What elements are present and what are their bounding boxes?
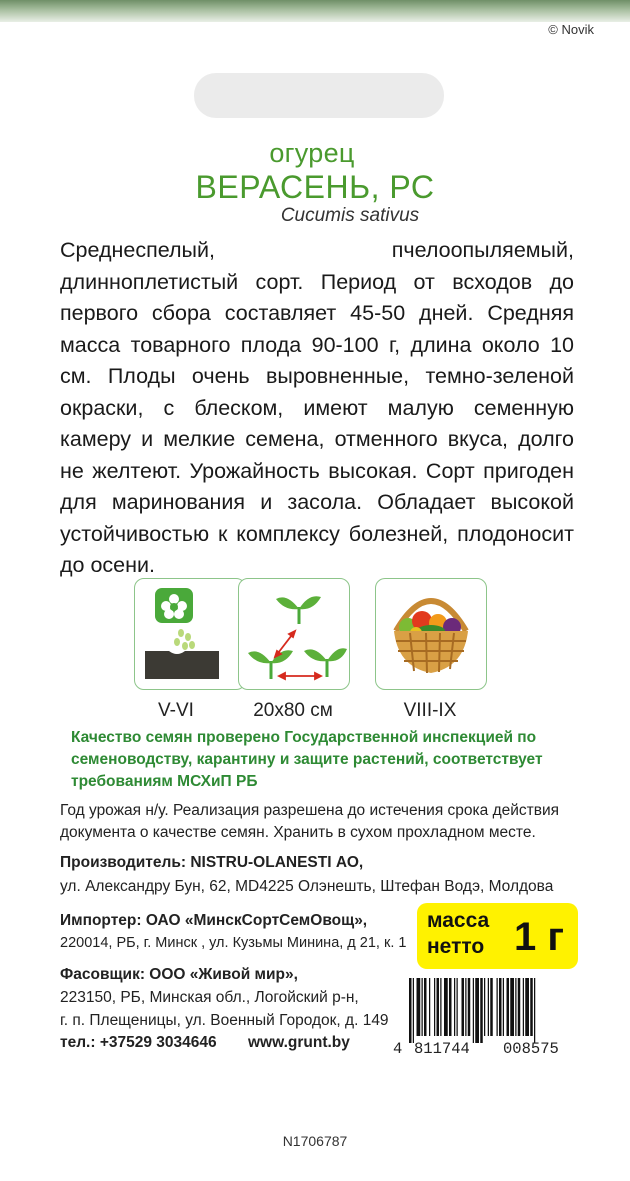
top-photo-band: [0, 0, 630, 22]
importer-address: 220014, РБ, г. Минск , ул. Кузьмы Минина, д 21, к. 1: [60, 935, 407, 951]
sowing-icon: [134, 578, 246, 690]
barcode-bar: [507, 978, 510, 1036]
barcode: [405, 978, 583, 1043]
barcode-bar: [429, 978, 430, 1036]
planting-scheme-icon: [238, 578, 350, 690]
barcode-bar: [457, 978, 458, 1036]
barcode-bar: [503, 978, 504, 1036]
barcode-bar: [490, 978, 493, 1036]
barcode-digits-right: 008575: [503, 1040, 559, 1058]
packer-label: Фасовщик: ООО «Живой мир»,: [60, 966, 298, 983]
barcode-bar: [454, 978, 455, 1036]
product-name: ВЕРАСЕНЬ, РС: [195, 169, 435, 205]
barcode-bar: [468, 978, 471, 1036]
harvest-basket-icon: [375, 578, 487, 690]
barcode-bar: [499, 978, 502, 1036]
website: www.grunt.by: [248, 1034, 350, 1051]
barcode-bar: [518, 978, 521, 1036]
net-mass-badge: [417, 903, 578, 969]
barcode-bar: [434, 978, 435, 1036]
barcode-bar: [444, 978, 448, 1036]
barcode-bar: [510, 978, 514, 1036]
barcode-bar: [440, 978, 441, 1036]
net-mass-label-line1: масса: [427, 909, 490, 932]
barcode-bar: [480, 978, 483, 1043]
harvest-label: VIII-IX: [403, 700, 457, 721]
barcode-bar: [497, 978, 498, 1036]
planting-scheme-label: 20х80 см: [253, 700, 333, 721]
quality-note: Качество семян проверено Государственной инспекцией по семеноводству, карантину и защите растений, соответствует требованиям МСХиП РБ: [71, 729, 543, 790]
title-block: [0, 137, 630, 227]
barcode-bar: [515, 978, 516, 1036]
sowing-label: V-VI: [158, 700, 194, 721]
barcode-bar: [417, 978, 421, 1036]
barcode-bar: [475, 978, 479, 1043]
net-mass-label: [427, 908, 489, 960]
barcode-bar: [484, 978, 485, 1036]
barcode-bar: [488, 978, 489, 1036]
phone: тел.: +37529 3034646: [60, 1034, 217, 1051]
barcode-bar: [409, 978, 412, 1043]
product-type: огурец: [269, 138, 355, 168]
net-mass-value: 1 г: [513, 915, 564, 959]
barcode-digit-first: 4: [393, 1040, 403, 1058]
barcode-bar: [437, 978, 440, 1036]
description: Среднеспелый, пчелоопыляемый, длинноплетистый сорт. Период от всходов до первого сбора составляет 45-50 дней. Средняя масса товарного плода 90-100 г, длина около 10 см. Плоды очень выровненные, темно-зеленой окраски, с блеском, имеют малую семенную камеру и мелкие семена, отменного вкуса, долго не желтеют. Урожайность высокая. Сорт пригоден для маринования и засола. Обладает высокой устойчивостью к комплексу болезней, плодоносит до осени.: [60, 238, 574, 577]
barcode-bar: [449, 978, 452, 1036]
copyright: © Novik: [548, 22, 594, 37]
importer-label: Импортер: ОАО «МинскСортСемОвощ»,: [60, 912, 368, 929]
product-code: N1706787: [282, 1133, 348, 1149]
packer-address-1: 223150, РБ, Минская обл., Логойский р-н,: [60, 989, 359, 1006]
packer-address-2: г. п. Плещеницы, ул. Военный Городок, д. 149: [60, 1012, 389, 1029]
barcode-bar: [462, 978, 465, 1036]
producer-address: ул. Александру Бун, 62, MD4225 Олэнешть, Штефан Водэ, Молдова: [60, 878, 554, 895]
barcode-bar: [534, 978, 535, 1043]
barcode-bar: [413, 978, 414, 1043]
barcode-bar: [525, 978, 529, 1036]
barcode-bar: [530, 978, 533, 1036]
barcode-bar: [473, 978, 474, 1043]
label-pill: [194, 73, 444, 118]
barcode-digits-left: 811744: [414, 1040, 470, 1058]
latin-name: Cucumis sativus: [280, 205, 420, 226]
producer-label: Производитель: NISTRU-OLANESTI АО,: [60, 854, 364, 871]
barcode-bar: [422, 978, 423, 1036]
barcode-bar: [465, 978, 466, 1036]
net-mass-label-line2: нетто: [427, 935, 485, 958]
harvest-note: Год урожая н/у. Реализация разрешена до истечения срока действия документа о качестве семян. Хранить в сухом прохладном месте.: [60, 802, 560, 841]
barcode-bar: [523, 978, 524, 1036]
barcode-bar: [424, 978, 427, 1036]
